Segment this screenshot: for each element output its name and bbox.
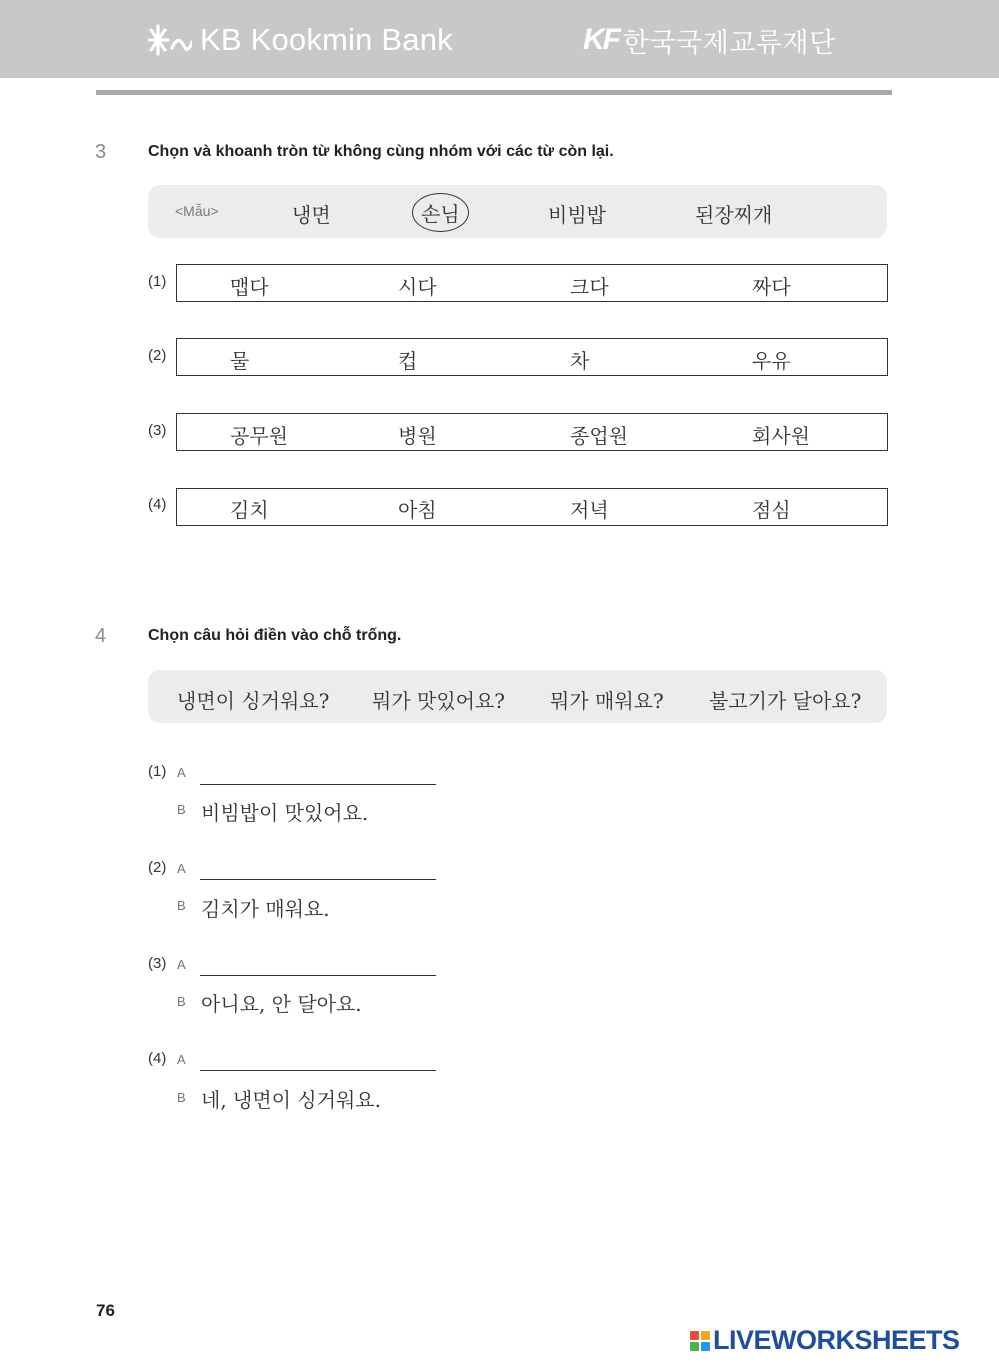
example-word-circled: 손님 bbox=[412, 193, 469, 232]
s3-row1-word-4[interactable]: 짜다 bbox=[752, 275, 791, 299]
kb-star-icon bbox=[148, 22, 192, 58]
s4-item2-response: 김치가 매워요. bbox=[201, 897, 330, 921]
s4-item3-b: B bbox=[177, 994, 186, 1009]
s3-row2-label: (2) bbox=[148, 347, 167, 364]
kf-foundation-name: 한국국제교류재단 bbox=[623, 27, 836, 59]
example-word-4: 된장찌개 bbox=[695, 203, 773, 227]
s3-row3-word-2[interactable]: 병원 bbox=[398, 424, 437, 448]
s3-row2-word-4[interactable]: 우유 bbox=[752, 349, 791, 373]
section4-number: 4 bbox=[95, 625, 107, 647]
section3-number: 3 bbox=[95, 141, 107, 163]
s4-item1-a: A bbox=[177, 765, 186, 780]
example-label: <Mẫu> bbox=[175, 203, 219, 219]
s3-row1-label: (1) bbox=[148, 273, 167, 290]
s3-row1-word-1[interactable]: 맵다 bbox=[230, 275, 269, 299]
kb-bank-name: KB Kookmin Bank bbox=[200, 22, 453, 57]
kf-mark: KF bbox=[583, 23, 619, 56]
liveworksheets-text: LIVEWORKSHEETS bbox=[713, 1325, 960, 1355]
liveworksheets-watermark bbox=[690, 1325, 960, 1356]
s4-option-4[interactable]: 불고기가 달아요? bbox=[709, 689, 862, 713]
s4-item2-b: B bbox=[177, 898, 186, 913]
s4-item1-response: 비빔밥이 맛있어요. bbox=[201, 801, 369, 825]
section3-title: Chọn và khoanh tròn từ không cùng nhóm với các từ còn lại. bbox=[148, 143, 614, 160]
s3-row4-word-1[interactable]: 김치 bbox=[230, 498, 269, 522]
s3-row2-word-3[interactable]: 차 bbox=[570, 349, 590, 373]
s4-item3-answer-blank[interactable] bbox=[200, 975, 436, 976]
s4-item4-response: 네, 냉면이 싱거워요. bbox=[201, 1088, 381, 1112]
kb-kookmin-logo bbox=[148, 20, 453, 60]
s3-row4-label: (4) bbox=[148, 496, 167, 513]
header-divider bbox=[96, 90, 892, 95]
s4-option-3[interactable]: 뭐가 매워요? bbox=[550, 689, 664, 713]
s4-item1-b: B bbox=[177, 802, 186, 817]
s3-row4-word-2[interactable]: 아침 bbox=[398, 498, 437, 522]
s3-row4-word-3[interactable]: 저녁 bbox=[570, 498, 609, 522]
s4-item3-label: (3) bbox=[148, 955, 167, 972]
s4-item2-a: A bbox=[177, 861, 186, 876]
s3-row1-word-2[interactable]: 시다 bbox=[398, 275, 437, 299]
s3-row4-word-4[interactable]: 점심 bbox=[752, 498, 791, 522]
s4-item4-label: (4) bbox=[148, 1050, 167, 1067]
s4-item2-answer-blank[interactable] bbox=[200, 879, 436, 880]
s3-row2-word-1[interactable]: 물 bbox=[230, 349, 250, 373]
s4-option-1[interactable]: 냉면이 싱거워요? bbox=[177, 689, 330, 713]
s4-item1-label: (1) bbox=[148, 763, 167, 780]
s4-item3-a: A bbox=[177, 957, 186, 972]
s4-option-2[interactable]: 뭐가 맛있어요? bbox=[372, 689, 505, 713]
s3-row3-word-4[interactable]: 회사원 bbox=[752, 424, 810, 448]
example-word-1: 냉면 bbox=[292, 203, 331, 227]
s4-item4-a: A bbox=[177, 1052, 186, 1067]
s4-item4-answer-blank[interactable] bbox=[200, 1070, 436, 1071]
s3-row3-word-3[interactable]: 종업원 bbox=[570, 424, 628, 448]
s3-row3-label: (3) bbox=[148, 422, 167, 439]
s3-row1-word-3[interactable]: 크다 bbox=[570, 275, 609, 299]
s4-item2-label: (2) bbox=[148, 859, 167, 876]
s3-row2-word-2[interactable]: 컵 bbox=[398, 349, 418, 373]
section3-example-box bbox=[148, 185, 887, 238]
page-number: 76 bbox=[96, 1301, 115, 1320]
s4-item1-answer-blank[interactable] bbox=[200, 784, 436, 785]
s4-item4-b: B bbox=[177, 1090, 186, 1105]
s4-item3-response: 아니요, 안 달아요. bbox=[201, 992, 362, 1016]
kf-foundation-logo bbox=[583, 20, 836, 60]
example-word-3: 비빔밥 bbox=[548, 203, 606, 227]
liveworksheets-logo-icon bbox=[690, 1331, 710, 1351]
section4-title: Chọn câu hỏi điền vào chỗ trống. bbox=[148, 627, 402, 644]
s3-row3-word-1[interactable]: 공무원 bbox=[230, 424, 288, 448]
